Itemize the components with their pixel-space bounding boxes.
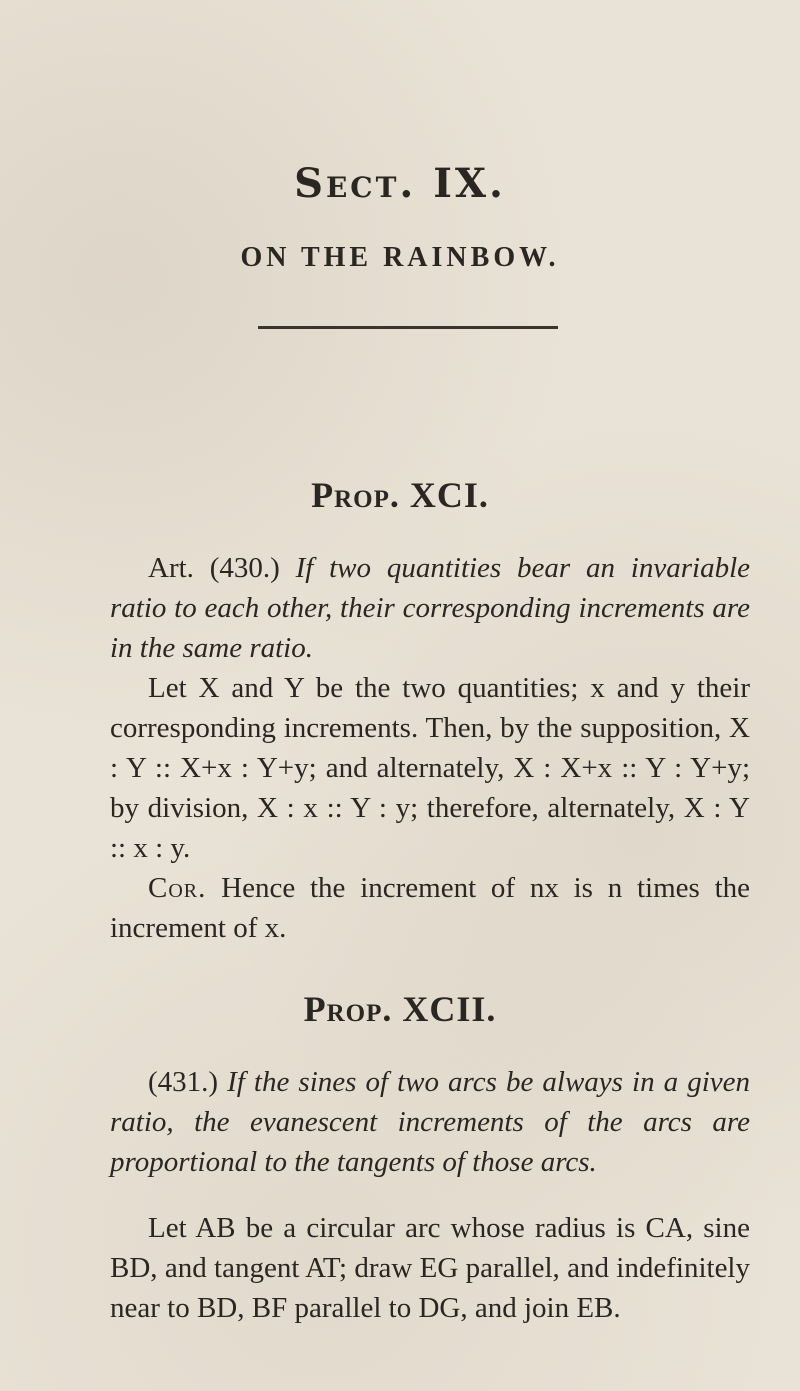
prop-91-corollary [110,868,750,948]
prop-92-article-number: (431.) [148,1066,219,1098]
title-rule [258,326,558,329]
prop-92-statement [110,1062,750,1182]
section-heading: Sect. IX. [294,160,506,207]
prop-91-heading: Prop. XCI. [311,475,489,515]
prop-91-statement [110,548,750,668]
prop-91-article-number: Art. (430.) [148,552,280,584]
prop-92-heading: Prop. XCII. [303,989,497,1029]
chapter-title: ON THE RAINBOW. [240,242,560,273]
prop-92-proof: Let AB be a circular arc whose radius is CA, sine BD, and tangent AT; draw EG parallel, and indefinitely near to BD, BF parallel to DG, and join EB. [110,1212,750,1324]
prop-91-statement-text: If two quantities bear an invariable ratio to each other, their corresponding increments are in the same ratio. [110,552,750,664]
prop-92-statement-text: If the sines of two arcs be always in a given ratio, the evanescent increments of the arcs are proportional to the tangents of those arcs. [110,1066,750,1178]
prop-91-proof: Let X and Y be the two quantities; x and y their corresponding increments. Then, by the supposition, X : Y :: X+x : Y+y; and alternately, X : X+x :: Y : Y+y; by division, X : x :: Y : y; therefore, alternately, X : Y :: x : y. [110,672,750,864]
corollary-label: Cor. [148,872,207,904]
corollary-text: Hence the increment of nx is n times the increment of x. [110,872,751,944]
